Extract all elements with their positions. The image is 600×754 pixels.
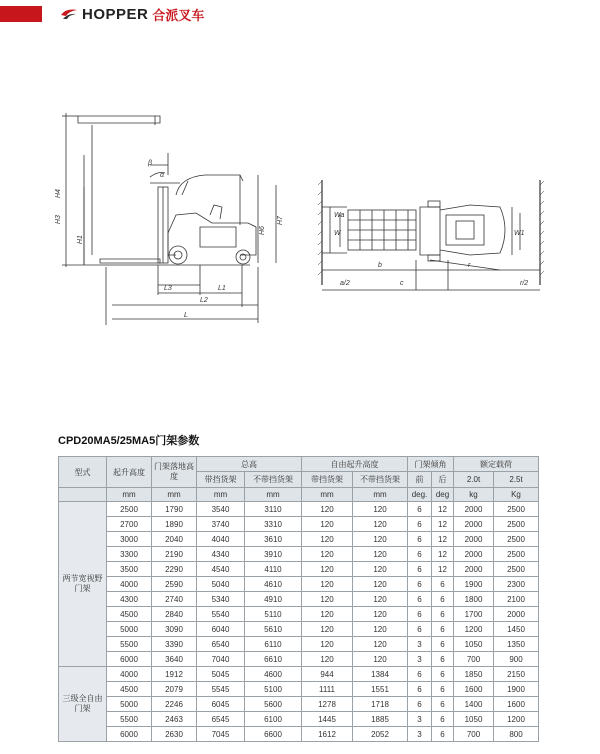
col-header-capacity-25t: 2.5t (494, 472, 539, 488)
table-cell: 4500 (107, 682, 152, 697)
table-cell: 4000 (107, 577, 152, 592)
table-cell: 12 (432, 547, 454, 562)
table-cell: 120 (353, 637, 408, 652)
table-row (59, 682, 539, 697)
dim-label-r: r (468, 262, 471, 269)
dim-label-w1: W1 (514, 230, 525, 237)
table-cell: 1278 (302, 697, 353, 712)
table-cell: 6 (408, 697, 432, 712)
table-cell: 1612 (302, 727, 353, 742)
forklift-dimension-drawings (0, 95, 600, 335)
table-cell: 6 (432, 667, 454, 682)
table-cell: 4000 (107, 667, 152, 682)
table-cell: 1551 (353, 682, 408, 697)
table-cell: 120 (353, 562, 408, 577)
table-cell: 6045 (197, 697, 245, 712)
table-cell: 6110 (245, 637, 302, 652)
table-cell: 1450 (494, 622, 539, 637)
table-cell: 4340 (197, 547, 245, 562)
table-cell: 4610 (245, 577, 302, 592)
dim-label-l: L (184, 312, 188, 319)
table-cell: 5110 (245, 607, 302, 622)
col-header-without-backrest-2: 不带挡货架 (353, 472, 408, 488)
table-cell: 1718 (353, 697, 408, 712)
table-cell: 6 (432, 712, 454, 727)
dim-label-b: b (378, 262, 382, 269)
table-cell: 4040 (197, 532, 245, 547)
table-cell: 2000 (494, 607, 539, 622)
table-cell: 1890 (152, 517, 197, 532)
table-cell: 3090 (152, 622, 197, 637)
table-cell: 6 (408, 562, 432, 577)
table-cell: 3110 (245, 502, 302, 517)
table-cell: 12 (432, 502, 454, 517)
table-cell: 6 (432, 592, 454, 607)
table-row (59, 577, 539, 592)
col-header-free-lift: 自由起升高度 (302, 457, 408, 472)
table-cell: 12 (432, 562, 454, 577)
dim-label-w: W (334, 230, 341, 237)
table-cell: 4300 (107, 592, 152, 607)
col-header-tilt-front: 前 (408, 472, 432, 488)
table-cell: 5500 (107, 637, 152, 652)
table-cell: 1912 (152, 667, 197, 682)
table-cell: 2079 (152, 682, 197, 697)
page-header (0, 0, 600, 30)
table-cell: 1790 (152, 502, 197, 517)
col-header-capacity: 额定载荷 (454, 457, 539, 472)
table-cell: 3740 (197, 517, 245, 532)
dim-label-alpha: α (160, 172, 164, 179)
dim-label-h3: H3 (55, 215, 62, 224)
table-cell: 6000 (107, 727, 152, 742)
table-cell: 944 (302, 667, 353, 682)
table-row (59, 532, 539, 547)
table-cell: 7045 (197, 727, 245, 742)
table-cell: 2300 (494, 577, 539, 592)
table-cell: 120 (302, 652, 353, 667)
table-cell: 4110 (245, 562, 302, 577)
table-cell: 5045 (197, 667, 245, 682)
table-cell: 1445 (302, 712, 353, 727)
table-cell: 6 (432, 637, 454, 652)
table-cell: 3610 (245, 532, 302, 547)
table-cell: 120 (353, 592, 408, 607)
col-header-without-backrest: 不带挡货架 (245, 472, 302, 488)
table-cell: 3 (408, 652, 432, 667)
table-cell: 7040 (197, 652, 245, 667)
table-cell: 1200 (494, 712, 539, 727)
dim-label-h6: H6 (259, 226, 266, 235)
table-cell: 1200 (454, 622, 494, 637)
table-cell: 120 (302, 562, 353, 577)
table-cell: 4500 (107, 607, 152, 622)
table-cell: 2463 (152, 712, 197, 727)
table-cell: 6 (408, 592, 432, 607)
table-cell: 1350 (494, 637, 539, 652)
table-cell: 2150 (494, 667, 539, 682)
dim-label-l1: L1 (218, 285, 226, 292)
table-cell: 120 (353, 652, 408, 667)
mast-type-cell: 三级全自由门架 (59, 667, 107, 742)
dim-label-l3: L3 (164, 285, 172, 292)
table-cell: 6 (432, 652, 454, 667)
table-cell: 6545 (197, 712, 245, 727)
table-cell: 120 (302, 547, 353, 562)
table-cell: 1600 (494, 697, 539, 712)
table-cell: 6 (408, 667, 432, 682)
table-cell: 6 (408, 607, 432, 622)
table-cell: 120 (302, 592, 353, 607)
table-cell: 120 (302, 622, 353, 637)
table-row (59, 652, 539, 667)
table-title: CPD20MA5/25MA5门架参数 (58, 435, 200, 447)
spec-table-body (59, 502, 539, 742)
table-cell: 3 (408, 637, 432, 652)
table-cell: 2500 (494, 562, 539, 577)
table-cell: 5610 (245, 622, 302, 637)
dim-label-h7: H7 (277, 216, 284, 225)
col-header-lowered-height: 门架落地高度 (152, 457, 197, 488)
table-cell: 6 (432, 577, 454, 592)
table-cell: 2040 (152, 532, 197, 547)
hopper-logo-icon (60, 7, 78, 21)
table-cell: 2000 (454, 502, 494, 517)
table-cell: 120 (353, 502, 408, 517)
table-cell: 800 (494, 727, 539, 742)
table-cell: 6 (408, 622, 432, 637)
table-cell: 700 (454, 652, 494, 667)
unit-cell: kg (454, 488, 494, 502)
col-header-lift-height: 起升高度 (107, 457, 152, 488)
table-cell: 6 (408, 502, 432, 517)
table-cell: 120 (353, 607, 408, 622)
table-cell: 120 (302, 532, 353, 547)
table-cell: 120 (302, 607, 353, 622)
table-cell: 5040 (197, 577, 245, 592)
table-cell: 5545 (197, 682, 245, 697)
table-cell: 1050 (454, 637, 494, 652)
unit-cell: mm (302, 488, 353, 502)
table-cell: 2000 (454, 532, 494, 547)
col-header-overall-height: 总高 (197, 457, 302, 472)
table-cell: 6000 (107, 652, 152, 667)
dim-label-a2-right: r/2 (520, 280, 529, 287)
table-row (59, 607, 539, 622)
table-cell: 6 (408, 547, 432, 562)
table-cell: 5340 (197, 592, 245, 607)
table-cell: 1900 (454, 577, 494, 592)
brand-logo (60, 4, 204, 24)
table-row (59, 622, 539, 637)
units-row-spacer (59, 488, 107, 502)
table-cell: 3640 (152, 652, 197, 667)
unit-cell: mm (353, 488, 408, 502)
table-cell: 120 (353, 547, 408, 562)
table-cell: 2700 (107, 517, 152, 532)
table-cell: 3390 (152, 637, 197, 652)
table-cell: 1850 (454, 667, 494, 682)
table-cell: 3910 (245, 547, 302, 562)
table-cell: 6 (408, 517, 432, 532)
table-row (59, 562, 539, 577)
table-cell: 3 (408, 727, 432, 742)
table-cell: 120 (353, 577, 408, 592)
dim-label-a2-left: a/2 (340, 280, 350, 287)
table-cell: 120 (302, 502, 353, 517)
table-cell: 1384 (353, 667, 408, 682)
table-cell: 5600 (245, 697, 302, 712)
table-cell: 2500 (107, 502, 152, 517)
unit-cell: deg (432, 488, 454, 502)
top-view-drawing (318, 180, 544, 290)
table-cell: 2290 (152, 562, 197, 577)
table-row (59, 592, 539, 607)
table-cell: 120 (353, 622, 408, 637)
dim-label-beta: β (148, 160, 152, 167)
table-cell: 1885 (353, 712, 408, 727)
table-cell: 2500 (494, 502, 539, 517)
unit-cell: mm (107, 488, 152, 502)
table-cell: 3300 (107, 547, 152, 562)
col-header-tilt-rear: 后 (432, 472, 454, 488)
table-cell: 5100 (245, 682, 302, 697)
table-cell: 6 (432, 727, 454, 742)
col-header-model: 型式 (59, 457, 107, 488)
table-cell: 2500 (494, 532, 539, 547)
table-cell: 3540 (197, 502, 245, 517)
table-cell: 2246 (152, 697, 197, 712)
side-view-drawing (62, 113, 276, 325)
table-cell: 2000 (454, 562, 494, 577)
dim-label-wa: Wa (334, 212, 345, 219)
table-cell: 4600 (245, 667, 302, 682)
table-cell: 2000 (454, 517, 494, 532)
unit-cell: Kg (494, 488, 539, 502)
table-cell: 2630 (152, 727, 197, 742)
table-cell: 1800 (454, 592, 494, 607)
table-cell: 900 (494, 652, 539, 667)
unit-cell: mm (245, 488, 302, 502)
table-cell: 2740 (152, 592, 197, 607)
table-cell: 6 (408, 532, 432, 547)
table-cell: 6 (432, 607, 454, 622)
table-cell: 12 (432, 532, 454, 547)
table-cell: 3500 (107, 562, 152, 577)
table-cell: 6 (432, 697, 454, 712)
table-cell: 12 (432, 517, 454, 532)
table-row (59, 637, 539, 652)
col-header-tilt: 门架倾角 (408, 457, 454, 472)
table-cell: 2500 (494, 547, 539, 562)
table-cell: 5000 (107, 622, 152, 637)
table-cell: 6540 (197, 637, 245, 652)
table-cell: 3 (408, 712, 432, 727)
table-row (59, 727, 539, 742)
dim-label-l2: L2 (200, 297, 208, 304)
table-row (59, 712, 539, 727)
table-cell: 6 (432, 682, 454, 697)
brand-name: HOPPER (82, 5, 149, 23)
table-cell: 120 (353, 532, 408, 547)
table-cell: 1111 (302, 682, 353, 697)
unit-cell: deg. (408, 488, 432, 502)
table-cell: 3310 (245, 517, 302, 532)
mast-type-cell: 两节宽视野门架 (59, 502, 107, 667)
table-cell: 120 (353, 517, 408, 532)
mast-spec-table (58, 456, 539, 742)
table-cell: 1400 (454, 697, 494, 712)
dim-label-h1: H1 (77, 235, 84, 244)
table-cell: 6610 (245, 652, 302, 667)
table-row (59, 517, 539, 532)
table-row (59, 697, 539, 712)
table-cell: 2190 (152, 547, 197, 562)
table-cell: 2000 (454, 547, 494, 562)
table-cell: 3000 (107, 532, 152, 547)
unit-cell: mm (152, 488, 197, 502)
table-cell: 2590 (152, 577, 197, 592)
table-cell: 2100 (494, 592, 539, 607)
table-cell: 5540 (197, 607, 245, 622)
table-cell: 1050 (454, 712, 494, 727)
dim-label-c: c (400, 280, 404, 287)
table-row (59, 667, 539, 682)
table-cell: 1600 (454, 682, 494, 697)
col-header-capacity-2t: 2.0t (454, 472, 494, 488)
table-cell: 6 (408, 682, 432, 697)
table-cell: 4910 (245, 592, 302, 607)
table-cell: 2052 (353, 727, 408, 742)
col-header-with-backrest: 带挡货架 (197, 472, 245, 488)
dim-label-h4: H4 (55, 189, 62, 198)
table-cell: 6 (432, 622, 454, 637)
unit-cell: mm (197, 488, 245, 502)
table-cell: 120 (302, 517, 353, 532)
table-cell: 120 (302, 577, 353, 592)
table-cell: 4540 (197, 562, 245, 577)
table-cell: 6040 (197, 622, 245, 637)
table-cell: 2500 (494, 517, 539, 532)
table-cell: 5000 (107, 697, 152, 712)
table-cell: 120 (302, 637, 353, 652)
table-cell: 1700 (454, 607, 494, 622)
table-cell: 700 (454, 727, 494, 742)
brand-name-cn: 合派叉车 (152, 7, 205, 23)
table-row (59, 547, 539, 562)
table-cell: 6 (408, 577, 432, 592)
header-accent-bar (0, 6, 42, 22)
table-cell: 6600 (245, 727, 302, 742)
table-cell: 1900 (494, 682, 539, 697)
table-cell: 5500 (107, 712, 152, 727)
table-row (59, 502, 539, 517)
table-cell: 6100 (245, 712, 302, 727)
col-header-with-backrest-2: 带挡货架 (302, 472, 353, 488)
table-cell: 2840 (152, 607, 197, 622)
